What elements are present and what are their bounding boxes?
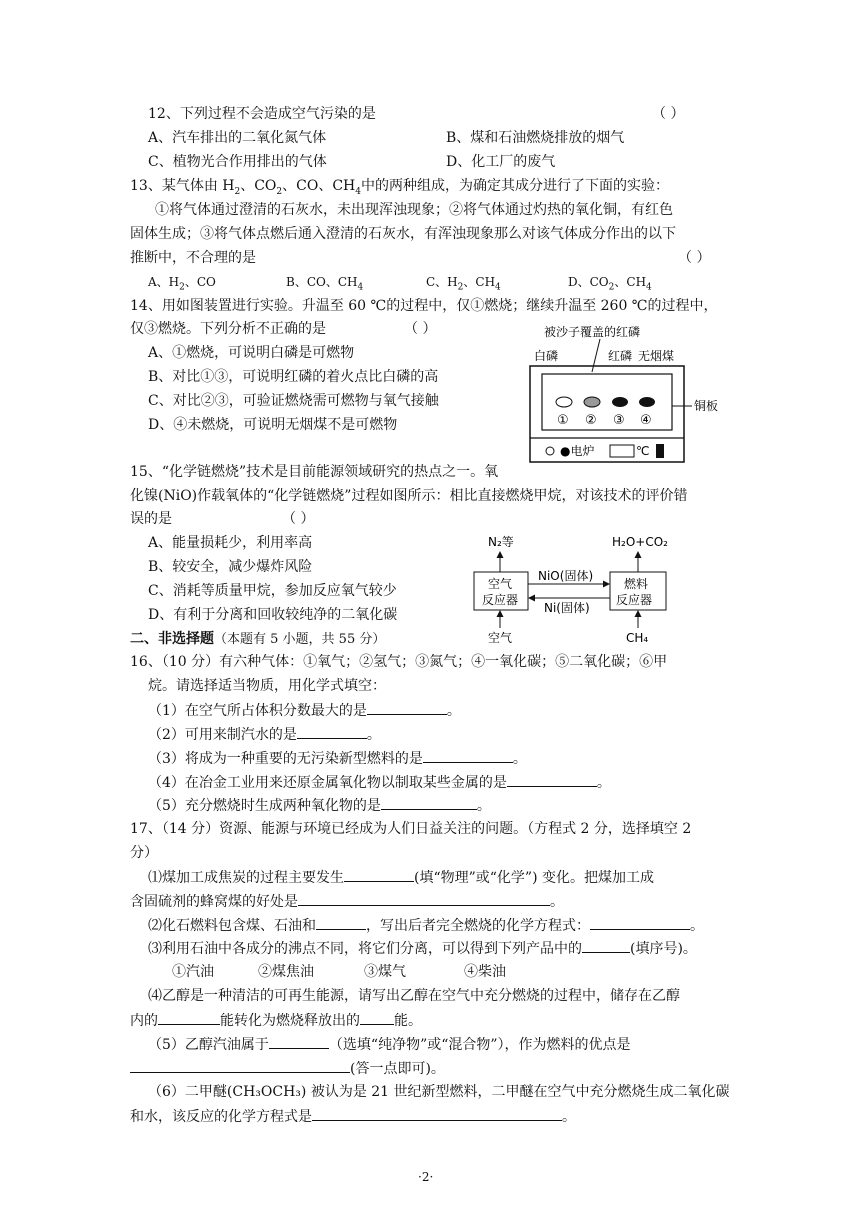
q13-line2: ①将气体通过澄清的石灰水，未出现浑浊现象；②将气体通过灼热的氧化铜，有红色 bbox=[155, 202, 673, 218]
q15-option-d: D、有利于分离和回收较纯净的二氧化碳 bbox=[148, 607, 398, 623]
page-number: ·2· bbox=[418, 1170, 434, 1184]
q14-answer-paren: （ ） bbox=[404, 321, 437, 337]
q15-answer-paren: （ ） bbox=[282, 511, 315, 527]
fig-num-2: ② bbox=[585, 413, 597, 428]
q14-option-a: A、①燃烧，可说明白磷是可燃物 bbox=[148, 345, 355, 361]
q17-blank-5[interactable] bbox=[582, 938, 630, 953]
fig-num-4: ④ bbox=[640, 413, 652, 428]
q13-answer-paren: （ ） bbox=[678, 250, 711, 266]
q17-blank-1[interactable] bbox=[344, 867, 414, 882]
fig-n2-label: N₂等 bbox=[488, 535, 514, 549]
fig-ch4-input: CH₄ bbox=[626, 631, 649, 645]
fig-fuel-reactor-l2: 反应器 bbox=[616, 593, 653, 607]
fig-nio-label: NiO(固体) bbox=[538, 569, 594, 583]
q17-line2: 分） bbox=[130, 845, 158, 861]
q17-sub1-line2: 含固硫剂的蜂窝煤的好处是 。 bbox=[130, 891, 564, 912]
q14-option-d: D、④未燃烧，可说明无烟煤不是可燃物 bbox=[148, 417, 398, 433]
fig-stove-label: ●电炉 bbox=[560, 444, 595, 458]
q17-sub4-line2: 内的 能转化为燃烧释放出的 能。 bbox=[130, 1010, 422, 1031]
q16-blank-2[interactable] bbox=[297, 724, 367, 739]
q16-line2: 烷。请选择适当物质，用化学式填空： bbox=[148, 678, 386, 694]
q13-stem: 13、某气体由 $H_2$、$CO_2$、CO、$CH_4$中的两种组成，为确定其成分进行了下面的实验： bbox=[130, 178, 670, 197]
q15-line1: 15、“化学链燃烧”技术是目前能源领域研究的热点之一。氧 bbox=[130, 464, 499, 480]
fig-air-input: 空气 bbox=[488, 631, 513, 645]
q14-line2: 仅③燃烧。下列分析不正确的是 bbox=[130, 321, 326, 337]
q16-blank-1[interactable] bbox=[367, 700, 447, 715]
q13-line4: 推断中，不合理的是 bbox=[130, 250, 256, 266]
q12-option-a: A、汽车排出的二氧化氮气体 bbox=[148, 130, 327, 146]
q17-blank-7[interactable] bbox=[360, 1010, 394, 1025]
q17-sub6-line1: （6）二甲醚(CH₃OCH₃) 被认为是 21 世纪新型燃料，二甲醚在空气中充分燃烧生成二氧化碳 bbox=[148, 1084, 730, 1100]
q16-sub5: （5）充分燃烧时生成两种氧化物的是 。 bbox=[148, 795, 491, 816]
q16-sub2: （2）可用来制汽水的是 。 bbox=[148, 724, 381, 745]
q17-blank-4[interactable] bbox=[590, 915, 690, 930]
q17-sub4-line1: ⑷乙醇是一种清洁的可再生能源，请写出乙醇在空气中充分燃烧的过程中，储存在乙醇 bbox=[148, 988, 680, 1004]
q17-line1: 17、（14 分）资源、能源与环境已经成为人们日益关注的问题。（方程式 2 分，选择填空 2 bbox=[130, 821, 692, 837]
q12-option-b: B、煤和石油燃烧排放的烟气 bbox=[446, 130, 625, 146]
q17-sub6-line2: 和水，该反应的化学方程式是 。 bbox=[130, 1106, 576, 1127]
fig-num-3: ③ bbox=[613, 413, 625, 428]
fig-white-phosphorus bbox=[556, 397, 572, 407]
q13-option-d: D、$CO_2$、$CH_4$ bbox=[568, 275, 652, 293]
q17-sub3-opt1: ①汽油 bbox=[172, 964, 214, 980]
q16-blank-4[interactable] bbox=[507, 772, 597, 787]
fig-air-reactor-l2: 反应器 bbox=[482, 593, 519, 607]
q15-option-a: A、能量损耗少，利用率高 bbox=[148, 535, 313, 551]
q14-line1: 14、用如图装置进行实验。升温至 60 ℃的过程中，仅①燃烧；继续升温至 260 ℃的过程中， bbox=[130, 298, 718, 314]
q17-sub3-opt4: ④柴油 bbox=[464, 964, 506, 980]
fig-fuel-reactor-l1: 燃料 bbox=[624, 577, 649, 591]
q17-sub3: ⑶利用石油中各成分的沸点不同，将它们分离，可以得到下列产品中的 (填序号)。 bbox=[148, 938, 697, 959]
q16-line1: 16、（10 分）有六种气体：①氧气；②氢气；③氮气；④一氧化碳；⑤二氧化碳；⑥甲 bbox=[130, 654, 668, 670]
fig-label-red-phosphorus: 红磷 bbox=[608, 349, 633, 363]
fig-products-label: H₂O+CO₂ bbox=[612, 535, 668, 549]
q12-answer-paren: （ ） bbox=[652, 106, 685, 122]
q17-sub5-line1: （5）乙醇汽油属于 （选填“纯净物”或“混合物”），作为燃料的优点是 bbox=[148, 1034, 631, 1055]
q16-blank-3[interactable] bbox=[423, 748, 513, 763]
q12-option-c: C、植物光合作用排出的气体 bbox=[148, 154, 327, 170]
fig-red-phosphorus-covered bbox=[584, 397, 600, 407]
q17-blank-2[interactable] bbox=[298, 891, 550, 906]
q15-chemical-looping-figure bbox=[466, 534, 696, 646]
fig-copper-plate: 铜板 bbox=[694, 399, 719, 413]
q15-line3: 误的是 bbox=[130, 511, 172, 527]
q13-option-a: A、$H_2$、CO bbox=[148, 275, 216, 293]
q17-blank-6[interactable] bbox=[158, 1010, 220, 1025]
q12-option-d: D、化工厂的废气 bbox=[446, 154, 556, 170]
fig-top-label: 被沙子覆盖的红磷 bbox=[544, 325, 641, 339]
q14-apparatus-figure bbox=[520, 320, 740, 466]
fig-air-reactor-l1: 空气 bbox=[488, 577, 513, 591]
q13-option-b: B、CO、$CH_4$ bbox=[286, 275, 364, 293]
q14-option-b: B、对比①③，可说明红磷的着火点比白磷的高 bbox=[148, 369, 439, 385]
q15-line2: 化镍(NiO)作载氧体的“化学链燃烧”过程如图所示：相比直接燃烧甲烷，对该技术的评价错 bbox=[130, 488, 688, 504]
q15-option-c: C、消耗等质量甲烷，参加反应氧气较少 bbox=[148, 583, 397, 599]
fig-label-white-phosphorus: 白磷 bbox=[534, 349, 559, 363]
fig-label-coal: 无烟煤 bbox=[638, 349, 675, 363]
q17-sub2: ⑵化石燃料包含煤、石油和 ，写出后者完全燃烧的化学方程式： 。 bbox=[148, 915, 704, 936]
q16-sub1: （1）在空气所占体积分数最大的是 。 bbox=[148, 700, 461, 721]
q12-stem: 12、下列过程不会造成空气污染的是 bbox=[148, 106, 376, 122]
fig-red-phosphorus bbox=[612, 397, 628, 407]
q17-sub3-opt2: ②煤焦油 bbox=[258, 964, 314, 980]
q17-blank-10[interactable] bbox=[312, 1106, 562, 1121]
q16-sub3: （3）将成为一种重要的无污染新型燃料的是 。 bbox=[148, 748, 527, 769]
fig-unit-celsius: ℃ bbox=[636, 444, 650, 458]
q17-sub5-line2: (答一点即可)。 bbox=[130, 1058, 445, 1079]
q16-blank-5[interactable] bbox=[381, 795, 477, 810]
q13-option-c: C、$H_2$、$CH_4$ bbox=[426, 275, 501, 293]
q16-sub4: （4）在冶金工业用来还原金属氧化物以制取某些金属的是 。 bbox=[148, 772, 611, 793]
q17-blank-8[interactable] bbox=[269, 1034, 329, 1049]
fig-switch bbox=[656, 444, 664, 458]
fig-anthracite bbox=[639, 397, 655, 407]
q17-sub3-opt3: ③煤气 bbox=[364, 964, 406, 980]
fig-ni-label: Ni(固体) bbox=[544, 601, 590, 615]
q17-sub1-line1: ⑴煤加工成焦炭的过程主要发生 (填“物理”或“化学”) 变化。把煤加工成 bbox=[148, 867, 654, 888]
q14-option-c: C、对比②③，可验证燃烧需可燃物与氧气接触 bbox=[148, 393, 439, 409]
q17-blank-3[interactable] bbox=[316, 915, 366, 930]
fig-stove-knob bbox=[546, 447, 554, 455]
q17-blank-9[interactable] bbox=[130, 1058, 350, 1073]
q15-option-b: B、较安全，减少爆炸风险 bbox=[148, 559, 313, 575]
fig-thermometer-display bbox=[610, 445, 634, 457]
fig-num-1: ① bbox=[557, 413, 569, 428]
section2-heading: 二、非选择题（本题有 5 小题，共 55 分） bbox=[130, 631, 386, 647]
q13-line3: 固体生成；③将气体点燃后通入澄清的石灰水，有浑浊现象那么对该气体成分作出的以下 bbox=[130, 226, 676, 242]
